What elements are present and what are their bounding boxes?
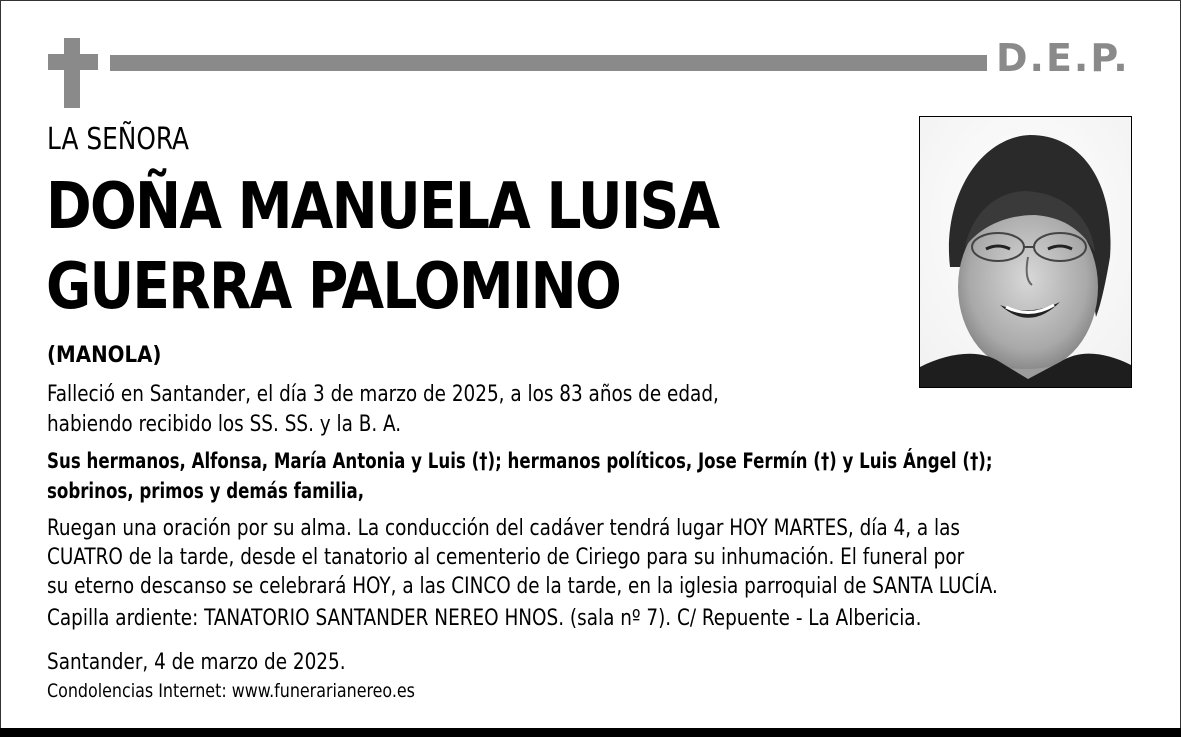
deceased-name-line-2: GUERRA PALOMINO xyxy=(46,250,621,324)
cross-icon xyxy=(64,38,80,108)
service-info-line-3: su eterno descanso se celebrará HOY, a las CINCO de la tarde, en la iglesia parroquial de SANTA LUCÍA. xyxy=(47,574,998,599)
honorific: LA SEÑORA xyxy=(47,122,190,157)
condolences-text: Condolencias Internet: www.funerarianereo.es xyxy=(47,680,415,702)
bottom-border xyxy=(0,728,1181,737)
deceased-name-line-1: DOÑA MANUELA LUISA xyxy=(46,170,719,244)
portrait-photo xyxy=(919,116,1132,388)
death-notice-line-2: habiendo recibido los SS. SS. y la B. A. xyxy=(47,412,402,437)
header-rule xyxy=(110,55,987,71)
family-line-1: Sus hermanos, Alfonsa, María Antonia y Luis (†); hermanos políticos, Jose Fermín (†) y Luis Ángel (†); xyxy=(47,449,993,473)
death-notice-line-1: Falleció en Santander, el día 3 de marzo de 2025, a los 83 años de edad, xyxy=(47,382,719,407)
service-info-line-2: CUATRO de la tarde, desde el tanatorio al cementerio de Ciriego para su inhumación. El funeral por xyxy=(47,545,965,570)
portrait-image xyxy=(920,117,1131,387)
family-line-2: sobrinos, primos y demás familia, xyxy=(47,479,365,503)
cross-icon-bar xyxy=(48,54,98,70)
service-info-line-4: Capilla ardiente: TANATORIO SANTANDER NEREO HNOS. (sala nº 7). C/ Repuente - La Albericia. xyxy=(47,606,922,631)
place-date: Santander, 4 de marzo de 2025. xyxy=(47,650,346,675)
dep-label: D.E.P. xyxy=(996,36,1130,80)
service-info-line-1: Ruegan una oración por su alma. La conducción del cadáver tendrá lugar HOY MARTES, día 4, a las xyxy=(47,516,961,541)
nickname: (MANOLA) xyxy=(47,343,162,368)
